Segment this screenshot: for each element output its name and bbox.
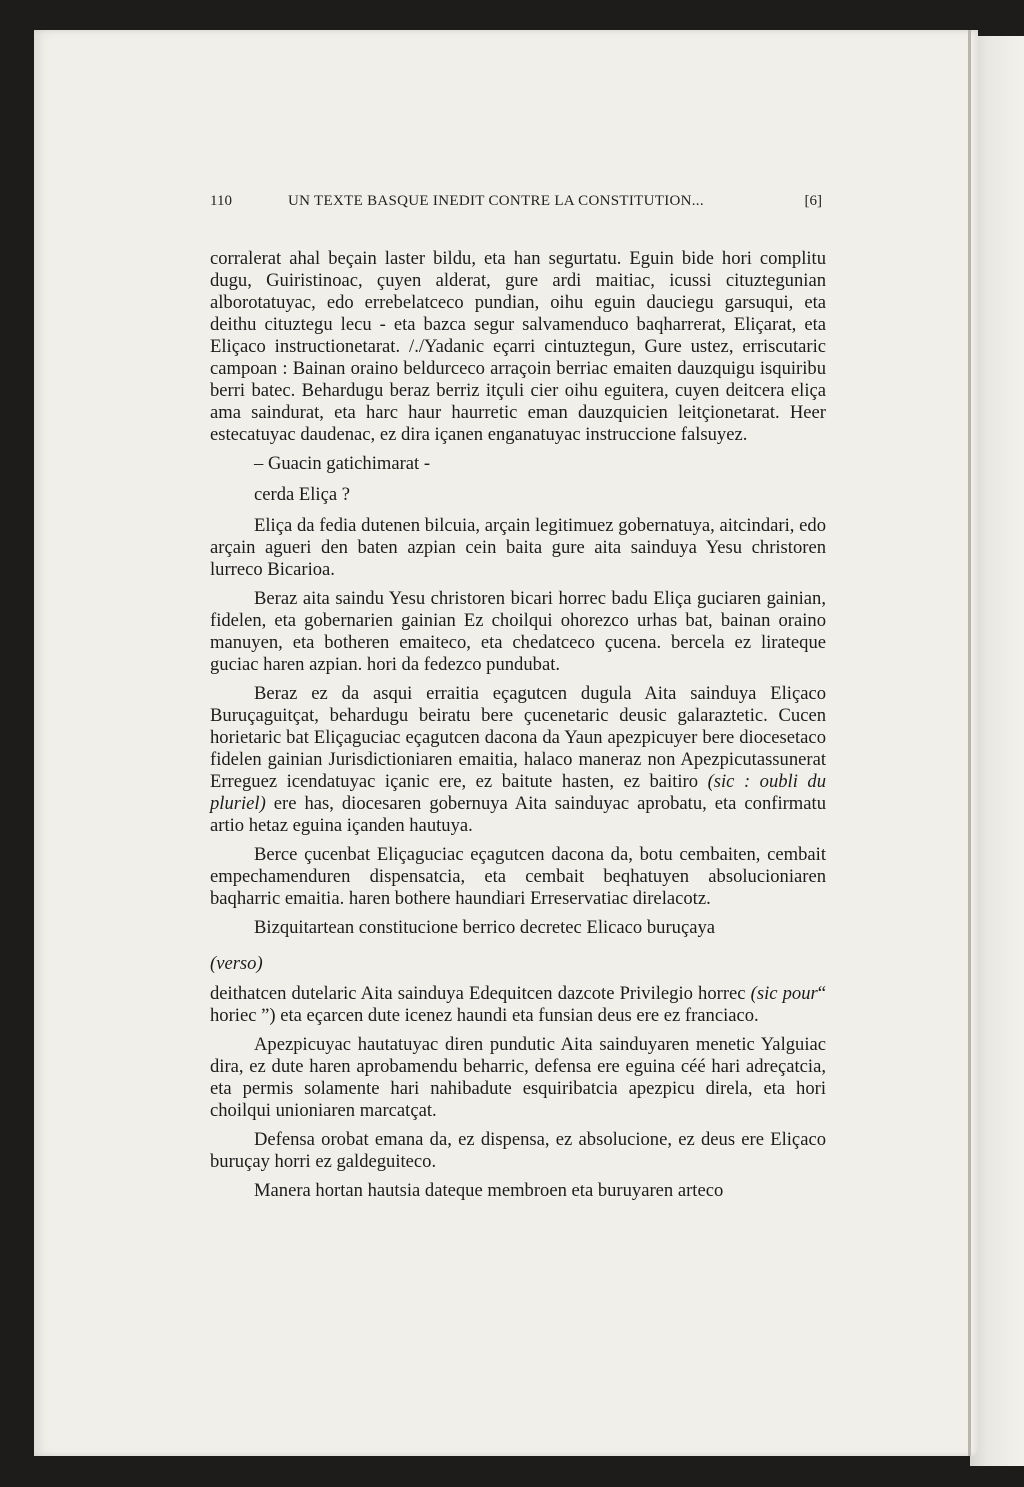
running-title: UN TEXTE BASQUE INEDIT CONTRE LA CONSTITUTION... (288, 193, 704, 209)
verse-line: – Guacin gatichimarat - (254, 453, 431, 474)
running-head (210, 193, 822, 217)
paragraph: Manera hortan hautsia dateque membroen eta buruyaren arteco (254, 1180, 724, 1201)
paragraph-text: eta eçarcen dute icenez haundi eta funsian deus ere ez franciaco. (275, 1005, 759, 1026)
paragraph (210, 983, 826, 1027)
paragraph: Apezpicuyac hautatuyac diren pundutic Aita sainduyaren menetic Yalguiac dira, ez dute haren aprobamendu beharric, defensa ere eguina céé hari adreçatcia, eta permis solamente hari nahibadute esquiribatcia apezpicu direla, eta hori choilqui unioniaren marcatçat. (210, 1034, 826, 1121)
paragraph (210, 683, 826, 837)
section-number: [6] (804, 193, 822, 209)
editor-quote: “ horiec ”) (210, 983, 826, 1026)
paragraph: Berce çucenbat Eliçaguciac eçagutcen dacona da, botu cembaiten, cembait empechamenduren dispensatcia, eta cembait beqhatuyen absolucioniaren baqharric emaitia. haren bothere haundiari Erreservatiac direlacotz. (210, 844, 826, 909)
paragraph-text: deithatcen dutelaric Aita sainduya Edequitcen dazcote Privilegio horrec (210, 983, 751, 1004)
editor-note: (sic : oubli du pluriel) (210, 771, 826, 814)
page-fold (968, 30, 971, 1456)
paragraph-text: ere has, diocesaren gobernuya Aita sainduyac aprobatu, eta confirmatu artio hetaz eguina içanden hautuya. (210, 793, 826, 836)
paragraph-text: Beraz ez da asqui erraitia eçagutcen dugula Aita sainduya Eliçaco Buruçaguitçat, behardugu beiratu bere çucenetaric deusic galaraztetic. Cucen horietaric bat Eliçaguciac eçagutcen dacona da Yaun apezpicuyer bere diocesetaco fidelen gainian Jurisdictioniaren emaitia, halaco maneraz non Apezpicutassunerat Erreguez icendatuyac içanic ere, ez baitute hasten, ez baitiro (210, 683, 826, 792)
paragraph: Defensa orobat emana da, ez dispensa, ez absolucione, ez deus ere Eliçaco buruçay horri ez galdeguiteco. (210, 1129, 826, 1172)
paragraph: Eliça da fedia dutenen bilcuia, arçain legitimuez gobernatuya, aitcindari, edo arçain agueri den baten azpian cein baita gure aita sainduya Yesu christoren lurreco Bicarioa. (210, 515, 826, 580)
paragraph: Beraz aita saindu Yesu christoren bicari horrec badu Eliça guciaren gainian, fidelen, eta gobernarien gainian Ez choilqui ohorezco urhas bat, bainan oraino manuyen, eta botheren emaiteco, eta chedatceco çucena. bercela ez lirateque guciac haren azpian. hori da fedezco pundubat. (210, 588, 826, 675)
paragraph: corralerat ahal beçain laster bildu, eta han segurtatu. Eguin bide hori complitu dugu, Guiristinoac, çuyen alderat, gure ardi maitiac, icussi cituztegunian alborotatuyac, edo errebelatceco pundian, oihu eguin dauciegu garsuqui, eta deithu cituztegu lecu - eta bazca segur salvamenduco baqharrerat, Eliçarat, eta Eliçaco instructionetarat. /./Yadanic eçarri cintuztegun, Gure ustez, erriscutaric campoan : Bainan oraino beldurceco arraçoin berriac emaiten dauzquigu isquiribu berri batec. Behardugu beraz berriz itçuli cier oihu eguitera, cuyen deitcera eliça ama saindurat, eta harc haur haurretic eman dauzquicien leitçionetarat. Heer estecatuyac daudenac, ez dira içanen enganatuyac instruccione falsuyez. (210, 248, 826, 445)
verso-marker: (verso) (210, 953, 263, 974)
editor-note: (sic pour (750, 983, 818, 1004)
body-text (210, 248, 826, 1209)
verse-line: cerda Eliça ? (254, 484, 350, 505)
next-page-edge (970, 36, 1024, 1466)
page-number: 110 (210, 193, 232, 209)
paragraph: Bizquitartean constitucione berrico decretec Elicaco buruçaya (254, 917, 715, 938)
